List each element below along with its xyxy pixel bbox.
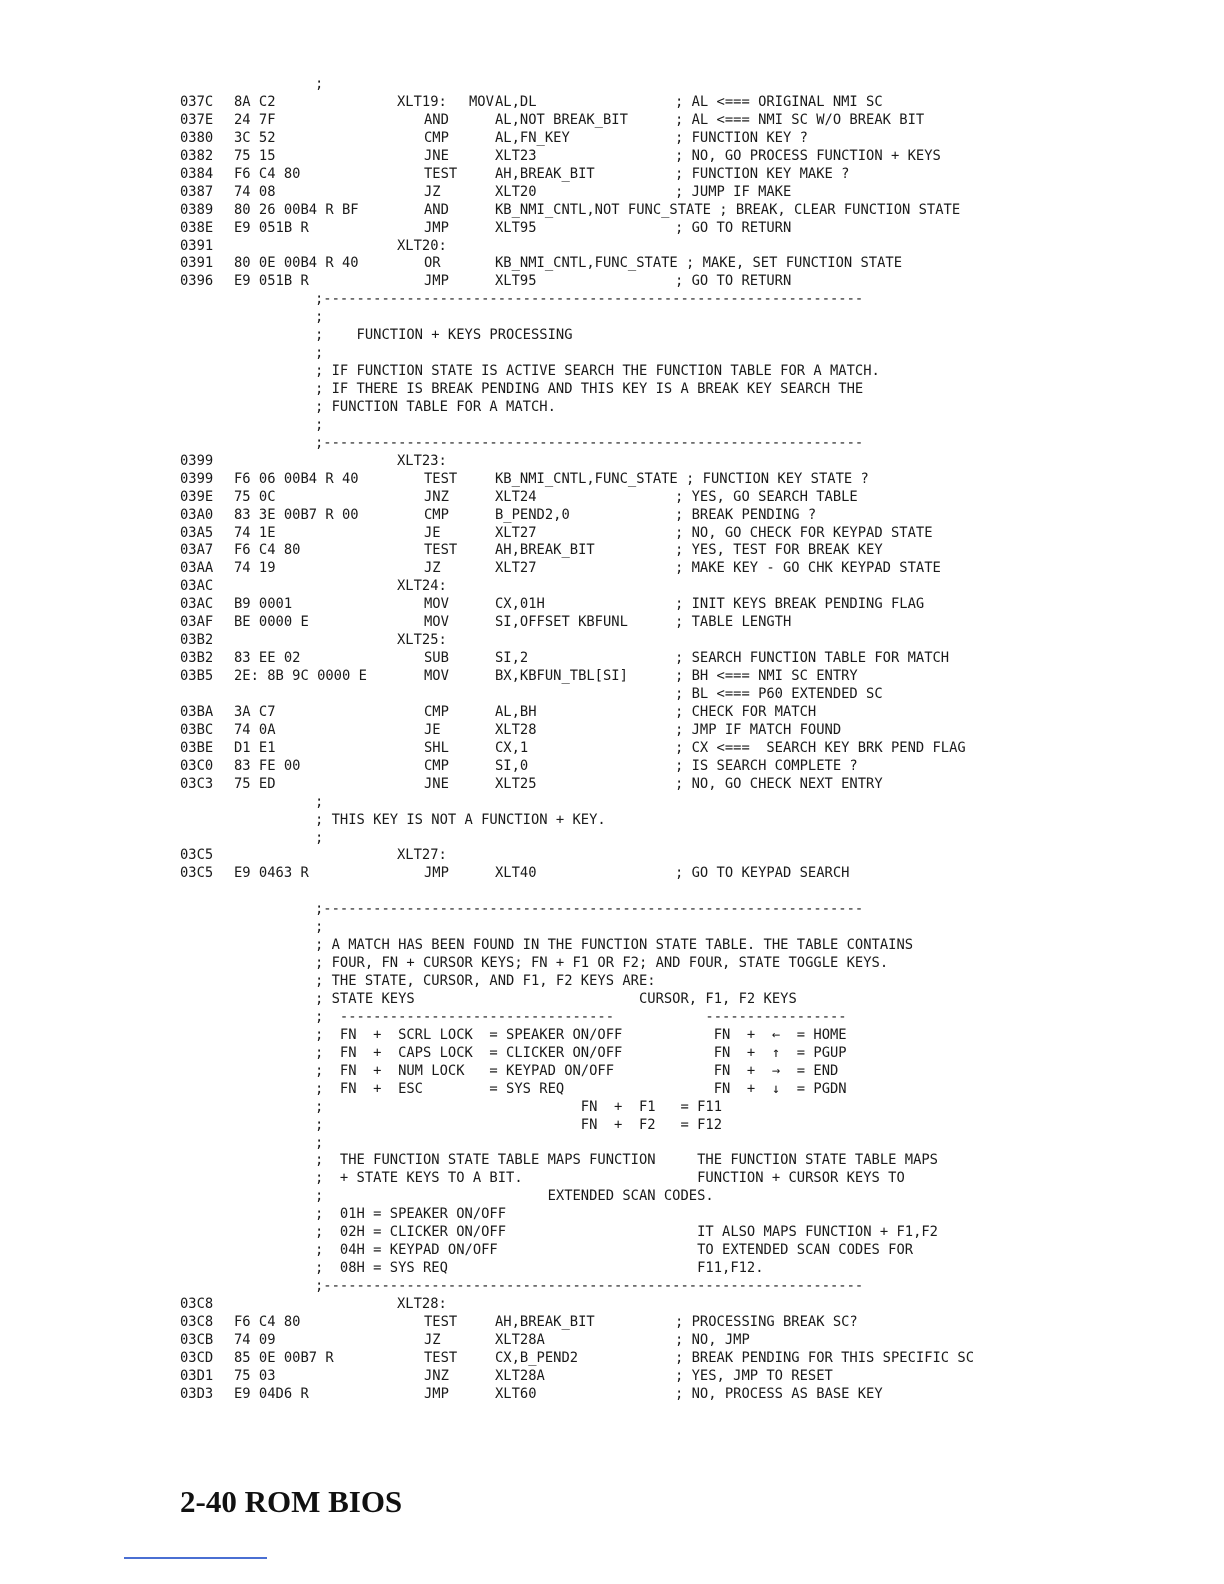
location-counter: 03BA <box>180 703 214 720</box>
object-code: F6 C4 80 <box>234 1313 301 1330</box>
operand: AL,DL <box>495 93 537 110</box>
object-code: B9 0001 <box>234 596 293 613</box>
mnemonic: MOV <box>424 668 449 684</box>
mnemonic: TEST <box>424 470 458 487</box>
comment-line: ; <box>315 793 324 810</box>
code-label: XLT25: <box>397 632 447 649</box>
object-code: 3C 52 <box>234 129 276 146</box>
comment-line: ; <box>315 309 324 326</box>
line-comment: ; GO TO RETURN <box>675 273 792 290</box>
mnemonic: AND <box>424 201 449 218</box>
object-code: 80 0E 00B4 R 40 <box>234 255 359 272</box>
location-counter: 03B5 <box>180 668 214 684</box>
location-counter: 03CB <box>180 1331 214 1348</box>
line-comment: ; JUMP IF MAKE <box>675 183 792 200</box>
operand: CX,01H <box>495 596 545 613</box>
line-comment: ; YES, GO SEARCH TABLE <box>675 488 858 505</box>
comment-line: ; <box>315 919 324 936</box>
location-counter: 0380 <box>180 129 214 146</box>
operand: KB_NMI_CNTL,FUNC_STATE ; MAKE, SET FUNCTION STATE <box>495 255 903 272</box>
code-label: XLT24: <box>397 578 447 595</box>
comment-line: ; 08H = SYS REQ F11,F12. <box>315 1260 764 1276</box>
comment-line: ; + STATE KEYS TO A BIT. FUNCTION + CURSOR KEYS TO <box>315 1170 905 1187</box>
mnemonic: JZ <box>424 560 441 577</box>
line-comment: ; BH <=== NMI SC ENTRY <box>675 668 858 684</box>
operand: CX,1 <box>495 739 529 756</box>
operand: XLT27 <box>495 560 537 577</box>
location-counter: 0391 <box>180 237 214 254</box>
mnemonic: CMP <box>424 506 449 523</box>
object-code: F6 C4 80 <box>234 542 301 559</box>
line-comment: ; YES, TEST FOR BREAK KEY <box>675 542 883 559</box>
object-code: F6 C4 80 <box>234 165 301 182</box>
mnemonic: SHL <box>424 739 449 756</box>
object-code: 74 19 <box>234 560 276 577</box>
mnemonic: JMP <box>424 865 449 882</box>
location-counter: 03C0 <box>180 757 214 774</box>
object-code: BE 0000 E <box>234 614 309 631</box>
comment-line: ; EXTENDED SCAN CODES. <box>315 1188 714 1205</box>
location-counter: 03A0 <box>180 506 214 523</box>
location-counter: 03BC <box>180 721 214 738</box>
comment-line: ; FN + ESC = SYS REQ FN + ↓ = PGDN <box>315 1080 847 1097</box>
object-code: 3A C7 <box>234 703 276 720</box>
operand: SI,2 <box>495 650 529 667</box>
location-counter: 037E <box>180 111 214 128</box>
mnemonic: MOV <box>424 614 449 631</box>
line-comment: ; NO, GO PROCESS FUNCTION + KEYS <box>675 147 941 164</box>
object-code: 75 15 <box>234 147 276 164</box>
comment-line: ;----------------------------------------------------------------- <box>315 901 864 918</box>
comment-line: ; THE FUNCTION STATE TABLE MAPS FUNCTION THE FUNCTION STATE TABLE MAPS <box>315 1152 938 1169</box>
location-counter: 0382 <box>180 147 214 164</box>
operand: XLT95 <box>495 219 537 236</box>
comment-line: ; FN + NUM LOCK = KEYPAD ON/OFF FN + → = END <box>315 1062 839 1079</box>
object-code: 75 03 <box>234 1367 276 1384</box>
operand: XLT28 <box>495 721 537 738</box>
object-code: 8A C2 <box>234 93 276 110</box>
mnemonic: MOV <box>469 93 494 110</box>
operand: B_PEND2,0 <box>495 506 570 523</box>
line-comment: ; AL <=== NMI SC W/O BREAK BIT <box>675 111 925 128</box>
object-code: 75 0C <box>234 488 276 505</box>
operand: XLT20 <box>495 183 537 200</box>
location-counter: 03AF <box>180 614 214 631</box>
mnemonic: SUB <box>424 650 449 667</box>
location-counter: 03AC <box>180 596 214 613</box>
comment-line: ; <box>315 416 324 433</box>
line-comment: ; FUNCTION KEY MAKE ? <box>675 165 850 182</box>
mnemonic: TEST <box>424 1349 458 1366</box>
object-code: 85 0E 00B7 R <box>234 1349 334 1366</box>
location-counter: 03D3 <box>180 1385 214 1402</box>
location-counter: 03C8 <box>180 1313 214 1330</box>
object-code: 74 08 <box>234 183 276 200</box>
line-comment: ; SEARCH FUNCTION TABLE FOR MATCH <box>675 650 950 667</box>
mnemonic: CMP <box>424 703 449 720</box>
location-counter: 037C <box>180 93 214 110</box>
mnemonic: JZ <box>424 183 441 200</box>
code-label: XLT20: <box>397 237 447 254</box>
location-counter: 0387 <box>180 183 214 200</box>
mnemonic: CMP <box>424 757 449 774</box>
object-code: D1 E1 <box>234 739 276 756</box>
comment-line: ; FN + CAPS LOCK = CLICKER ON/OFF FN + ↑ = PGUP <box>315 1044 847 1061</box>
mnemonic: CMP <box>424 129 449 146</box>
object-code: 74 0A <box>234 721 276 738</box>
operand: XLT23 <box>495 147 537 164</box>
operand: XLT40 <box>495 865 537 882</box>
comment-line: ; --------------------------------- ----------------- <box>315 1008 847 1025</box>
comment-line: ; <box>315 1134 324 1151</box>
location-counter: 03A7 <box>180 542 214 559</box>
object-code: 74 1E <box>234 524 276 541</box>
location-counter: 0396 <box>180 273 214 290</box>
comment-line: ; <box>315 76 324 92</box>
line-comment: ; GO TO KEYPAD SEARCH <box>675 865 850 882</box>
operand: KB_NMI_CNTL,FUNC_STATE ; FUNCTION KEY STATE ? <box>495 470 869 487</box>
line-comment: ; BREAK PENDING ? <box>675 506 817 523</box>
location-counter: 03C3 <box>180 775 214 792</box>
location-counter: 038E <box>180 219 214 236</box>
code-label: XLT23: <box>397 452 447 469</box>
mnemonic: JZ <box>424 1331 441 1348</box>
location-counter: 03C5 <box>180 847 214 864</box>
location-counter: 03C8 <box>180 1295 214 1312</box>
operand: BX,KBFUN_TBL[SI] <box>495 668 628 684</box>
footer-rule <box>124 1557 267 1559</box>
location-counter: 03B2 <box>180 650 214 667</box>
object-code: E9 0463 R <box>234 865 309 882</box>
mnemonic: JNE <box>424 775 449 792</box>
operand: XLT60 <box>495 1385 537 1402</box>
operand: XLT95 <box>495 273 537 290</box>
comment-line: ; <box>315 829 324 846</box>
code-label: XLT28: <box>397 1295 447 1312</box>
comment-line: ; FN + F2 = F12 <box>315 1116 723 1133</box>
comment-line: ; FOUR, FN + CURSOR KEYS; FN + F1 OR F2; AND FOUR, STATE TOGGLE KEYS. <box>315 955 889 972</box>
operand: XLT28A <box>495 1331 545 1348</box>
mnemonic: JE <box>424 524 441 541</box>
line-comment: ; AL <=== ORIGINAL NMI SC <box>675 93 883 110</box>
code-label: XLT27: <box>397 847 447 864</box>
line-comment: ; FUNCTION KEY ? <box>675 129 808 146</box>
mnemonic: JE <box>424 721 441 738</box>
line-comment: ; TABLE LENGTH <box>675 614 792 631</box>
location-counter: 0389 <box>180 201 214 218</box>
line-comment: ; NO, JMP <box>675 1331 750 1348</box>
comment-line: ; FN + SCRL LOCK = SPEAKER ON/OFF FN + ← = HOME <box>315 1026 847 1043</box>
location-counter: 03AC <box>180 578 214 595</box>
line-comment: ; NO, GO CHECK FOR KEYPAD STATE <box>675 524 933 541</box>
mnemonic: TEST <box>424 1313 458 1330</box>
object-code: 75 ED <box>234 775 276 792</box>
mnemonic: JNZ <box>424 488 449 505</box>
line-comment: ; NO, GO CHECK NEXT ENTRY <box>675 775 883 792</box>
operand: AH,BREAK_BIT <box>495 542 595 559</box>
comment-line: ; FUNCTION + KEYS PROCESSING <box>315 327 573 344</box>
location-counter: 03C5 <box>180 865 214 882</box>
line-comment: ; CX <=== SEARCH KEY BRK PEND FLAG <box>675 739 966 756</box>
mnemonic: JNE <box>424 147 449 164</box>
comment-line: ; STATE KEYS CURSOR, F1, F2 KEYS <box>315 990 797 1007</box>
mnemonic: OR <box>424 255 441 272</box>
mnemonic: TEST <box>424 165 458 182</box>
operand: XLT28A <box>495 1367 545 1384</box>
comment-line: ; FN + F1 = F11 <box>315 1098 723 1115</box>
operand: KB_NMI_CNTL,NOT FUNC_STATE ; BREAK, CLEAR FUNCTION STATE <box>495 201 961 218</box>
comment-line: ; <box>315 345 324 362</box>
comment-line: ; FUNCTION TABLE FOR A MATCH. <box>315 398 556 415</box>
comment-line: ; A MATCH HAS BEEN FOUND IN THE FUNCTION STATE TABLE. THE TABLE CONTAINS <box>315 937 914 954</box>
comment-line: ;----------------------------------------------------------------- <box>315 434 864 451</box>
object-code: E9 04D6 R <box>234 1385 309 1402</box>
operand: AL,BH <box>495 703 537 720</box>
line-comment: ; BREAK PENDING FOR THIS SPECIFIC SC <box>675 1349 975 1366</box>
comment-line: ; THIS KEY IS NOT A FUNCTION + KEY. <box>315 811 606 828</box>
comment-line: ; IF FUNCTION STATE IS ACTIVE SEARCH THE FUNCTION TABLE FOR A MATCH. <box>315 363 880 379</box>
location-counter: 03A5 <box>180 524 214 541</box>
location-counter: 0399 <box>180 452 214 469</box>
object-code: 74 09 <box>234 1331 276 1348</box>
location-counter: 03B2 <box>180 632 214 649</box>
operand: XLT25 <box>495 775 537 792</box>
mnemonic: TEST <box>424 542 458 559</box>
operand: SI,0 <box>495 757 529 774</box>
line-comment: ; YES, JMP TO RESET <box>675 1367 833 1384</box>
location-counter: 039E <box>180 488 214 505</box>
object-code: 2E: 8B 9C 0000 E <box>234 668 367 684</box>
location-counter: 03D1 <box>180 1367 214 1384</box>
location-counter: 03CD <box>180 1349 214 1366</box>
operand: AL,FN_KEY <box>495 129 570 146</box>
line-comment: ; INIT KEYS BREAK PENDING FLAG <box>675 596 925 613</box>
line-comment: ; NO, PROCESS AS BASE KEY <box>675 1385 883 1402</box>
comment-line: ; 02H = CLICKER ON/OFF IT ALSO MAPS FUNCTION + F1,F2 <box>315 1224 938 1241</box>
location-counter: 03AA <box>180 560 214 577</box>
mnemonic: JMP <box>424 219 449 236</box>
mnemonic: JNZ <box>424 1367 449 1384</box>
object-code: 24 7F <box>234 111 276 128</box>
comment-line: ;----------------------------------------------------------------- <box>315 1278 864 1294</box>
mnemonic: JMP <box>424 1385 449 1402</box>
operand: XLT27 <box>495 524 537 541</box>
location-counter: 0384 <box>180 165 214 182</box>
object-code: 80 26 00B4 R BF <box>234 201 359 218</box>
line-comment: ; BL <=== P60 EXTENDED SC <box>675 686 883 702</box>
comment-line: ;----------------------------------------------------------------- <box>315 291 864 308</box>
operand: AL,NOT BREAK_BIT <box>495 111 628 128</box>
operand: XLT24 <box>495 488 537 505</box>
operand: CX,B_PEND2 <box>495 1349 579 1366</box>
comment-line: ; THE STATE, CURSOR, AND F1, F2 KEYS ARE: <box>315 973 656 989</box>
mnemonic: JMP <box>424 273 449 290</box>
object-code: F6 06 00B4 R 40 <box>234 470 359 487</box>
mnemonic: MOV <box>424 596 449 613</box>
comment-line: ; 01H = SPEAKER ON/OFF <box>315 1206 507 1223</box>
operand: AH,BREAK_BIT <box>495 1313 595 1330</box>
object-code: 83 EE 02 <box>234 650 301 667</box>
page-footer-title: 2-40 ROM BIOS <box>180 1484 403 1519</box>
line-comment: ; JMP IF MATCH FOUND <box>675 721 842 738</box>
location-counter: 0399 <box>180 470 214 487</box>
line-comment: ; CHECK FOR MATCH <box>675 703 817 720</box>
location-counter: 0391 <box>180 255 214 272</box>
object-code: 83 FE 00 <box>234 757 301 774</box>
line-comment: ; PROCESSING BREAK SC? <box>675 1313 858 1330</box>
line-comment: ; GO TO RETURN <box>675 219 792 236</box>
line-comment: ; MAKE KEY - GO CHK KEYPAD STATE <box>675 560 941 577</box>
object-code: E9 051B R <box>234 219 309 236</box>
comment-line: ; 04H = KEYPAD ON/OFF TO EXTENDED SCAN CODES FOR <box>315 1242 914 1259</box>
code-label: XLT19: <box>397 93 447 110</box>
comment-line: ; IF THERE IS BREAK PENDING AND THIS KEY IS A BREAK KEY SEARCH THE <box>315 381 864 397</box>
mnemonic: AND <box>424 111 449 128</box>
operand: SI,OFFSET KBFUNL <box>495 614 628 631</box>
object-code: E9 051B R <box>234 273 309 290</box>
location-counter: 03BE <box>180 739 214 756</box>
line-comment: ; IS SEARCH COMPLETE ? <box>675 757 858 774</box>
operand: AH,BREAK_BIT <box>495 165 595 182</box>
object-code: 83 3E 00B7 R 00 <box>234 506 359 523</box>
